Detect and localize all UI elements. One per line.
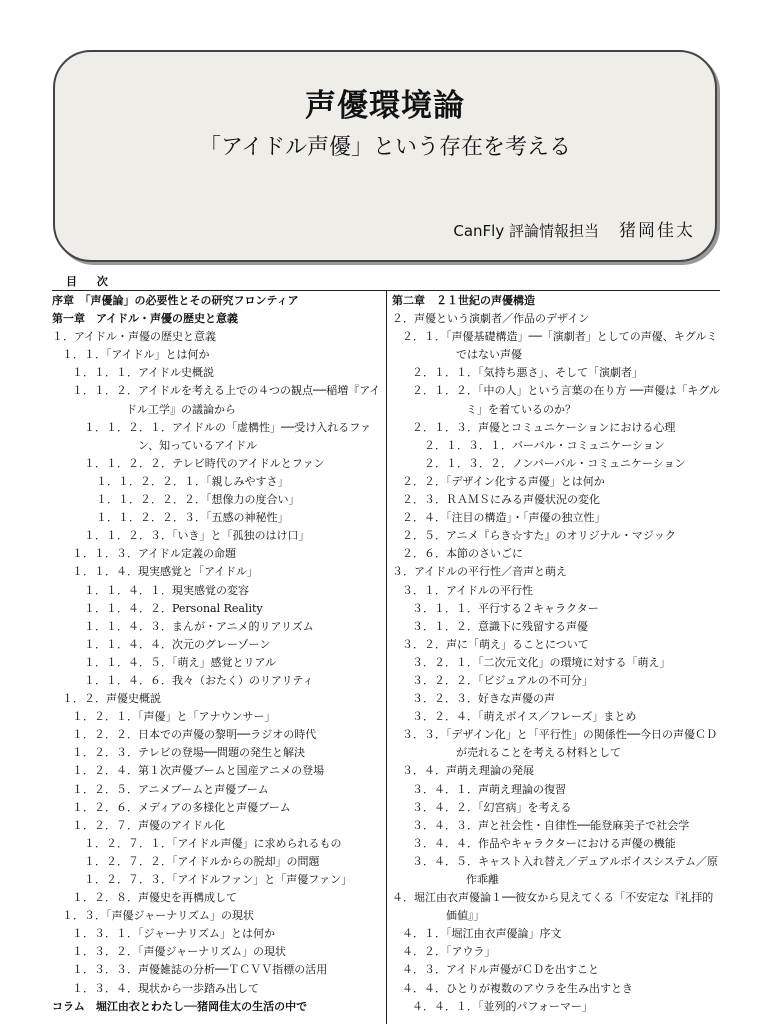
- column-divider: [386, 291, 387, 1024]
- toc-entry: ２．２．「デザイン化する声優」とは何か: [402, 474, 605, 488]
- toc-entry: ４．４．１．「並列的パフォーマー」: [412, 999, 593, 1013]
- toc-entry: １．３．４．現状から一歩踏み出して: [72, 981, 259, 995]
- toc-entry: １．３．「声優ジャーナリズム」の現状: [62, 909, 255, 923]
- toc-entry: ３．１．アイドルの平行性: [402, 583, 534, 597]
- toc-left-column: [52, 292, 384, 1016]
- toc-entry: ３．２．２．「ビジュアルの不可分」: [412, 673, 593, 687]
- toc-entry: １．３．３．声優雑誌の分析──ＴＣＶＶ指標の活用: [72, 963, 328, 977]
- toc-entry: ３．４．２．「幻宮病」を考える: [412, 800, 572, 814]
- toc-entry: ２．１．「声優基礎構造」──「演劇者」としての声優、キグルミではない声優: [402, 330, 718, 362]
- toc-entry: ３．１．２．意識下に残留する声優: [412, 619, 588, 633]
- toc-entry: １．２．２．日本での声優の黎明──ラジオの時代: [72, 728, 317, 742]
- toc-entry: １．２．声優史概説: [62, 692, 161, 706]
- toc-entry: １．１．４．３．まんが・アニメ的リアリズム: [84, 619, 314, 633]
- toc-entry: ３．２．３．好きな声優の声: [412, 692, 555, 706]
- toc-entry: ３．２．４．「萌えボイス／フレーズ」まとめ: [412, 710, 637, 724]
- toc-entry: １．１．１．アイドル史概説: [72, 366, 215, 380]
- toc-entry: １．２．３．テレビの登場──問題の発生と解決: [72, 746, 306, 760]
- document-title: 声優環境論: [305, 88, 465, 124]
- title-box: [53, 50, 717, 262]
- toc-entry: ２．声優という演劇者／作品のデザイン: [392, 312, 590, 326]
- toc-entry: １．２．５．アニメブームと声優ブーム: [72, 782, 269, 796]
- toc-entry: ３．４．５．キャスト入れ替え／デュアルボイスシステム／原作乖離: [412, 854, 719, 886]
- toc-entry: １．１．２．２．３．「五感の神秘性」: [96, 511, 289, 525]
- toc-entry: ２．１．３．１．バーバル・コミュニケーション: [424, 438, 665, 452]
- toc-entry: １．２．７．声優のアイドル化: [72, 818, 226, 832]
- toc-entry: ３．３．「デザイン化」と「平行性」の関係性──今日の声優ＣＤが売れることを考える材料として: [402, 728, 717, 760]
- toc-entry: １．２．７．２．「アイドルからの脱却」の問題: [84, 854, 320, 868]
- toc-entry: ２．１．１．「気持ち悪さ」、そして「演劇者」: [412, 366, 643, 380]
- toc-entry: ２．５．アニメ『らき☆すた』のオリジナル・マジック: [402, 529, 676, 543]
- toc-entry: １．１．３．アイドル定義の命題: [72, 547, 237, 561]
- toc-entry: １．３．１．「ジャーナリズム」とは何か: [72, 927, 276, 941]
- toc-entry: １．１．２．２．２．「想像力の度合い」: [96, 493, 300, 507]
- toc-entry: ２．４．「注目の構造」・「声優の独立性」: [402, 511, 606, 525]
- toc-entry: ４．３．アイドル声優がＣＤを出すこと: [402, 963, 600, 977]
- toc-entry: ３．４．声萌え理論の発展: [402, 764, 534, 778]
- toc-entry: １．１．４．２．Personal Reality: [84, 601, 263, 615]
- toc-entry: ４．４．ひとりが複数のアウラを生み出すとき: [402, 981, 633, 995]
- toc-entry: １．１．４．６．我々（おたく）のリアリティ: [84, 673, 314, 687]
- toc-right-column: [392, 292, 720, 1016]
- toc-entry: ２．１．３．声優とコミュニケーションにおける心理: [412, 420, 676, 434]
- toc-entry: １．１．２．１．アイドルの「虚構性」──受け入れるファン、知っているアイドル: [84, 420, 372, 452]
- toc-entry: ３．４．３．声と社会性・自律性──能登麻美子で社会学: [412, 818, 690, 832]
- toc-entry: １．１．２．２．テレビ時代のアイドルとファン: [84, 456, 325, 470]
- toc-entry: ３．２．声に「萌え」ることについて: [402, 637, 589, 651]
- toc-entry: 第一章 アイドル・声優の歴史と意義: [52, 312, 239, 326]
- author-affiliation: CanFly 評論情報担当: [453, 222, 599, 240]
- toc-entry: 序章 「声優論」の必要性とその研究フロンティア: [52, 294, 299, 307]
- toc-entry: ２．１．３．２．ノンバーバル・コミュニケーション: [424, 456, 686, 470]
- toc-entry: １．１．「アイドル」とは何か: [62, 348, 210, 362]
- toc-entry: 第二章 ２１世紀の声優構造: [392, 294, 535, 307]
- toc-entry: １．１．４．１．現実感覚の変容: [84, 583, 249, 597]
- toc-entry: １．３．２．「声優ジャーナリズム」の現状: [72, 945, 287, 959]
- toc-entry: １．２．８．声優史を再構成して: [72, 891, 237, 905]
- toc-entry: ３．アイドルの平行性／音声と萌え: [392, 565, 568, 579]
- toc-entry: ３．２．１．「二次元文化」の環境に対する「萌え」: [412, 655, 671, 669]
- toc-entry: １．アイドル・声優の歴史と意義: [52, 330, 217, 344]
- author-line: [453, 216, 695, 241]
- document-subtitle: 「アイドル声優」という存在を考える: [198, 135, 572, 160]
- toc-entry: ３．４．１．声萌え理論の復習: [412, 782, 566, 796]
- toc-entry: ４．２．「アウラ」: [402, 945, 496, 959]
- toc-entry: １．２．７．１．「アイドル声優」に求められるもの: [84, 836, 342, 850]
- toc-entry: ４．堀江由衣声優論１──彼女から見えてくる「不安定な『礼拝的価値』」: [392, 891, 714, 923]
- toc-entry: ４．１．「堀江由衣声優論」序文: [402, 927, 562, 941]
- toc-entry: ３．１．１．平行する２キャラクター: [412, 601, 599, 615]
- toc-heading: 目 次: [66, 275, 116, 288]
- toc-entry: １．１．４．５．「萌え」感覚とリアル: [84, 655, 277, 669]
- toc-entry: １．１．２．アイドルを考える上での４つの観点──稲増『アイドル工学』の議論から: [72, 384, 381, 416]
- toc-entry: １．２．１．「声優」と「アナウンサー」: [72, 710, 276, 724]
- toc-entry: ２．６．本節のさいごに: [402, 547, 523, 561]
- toc-entry: １．１．４．現実感覚と「アイドル」: [72, 565, 259, 579]
- toc-entry: ２．３．ＲＡＭＳにみる声優状況の変化: [402, 493, 600, 507]
- toc-entry: ２．１．２．「中の人」という言葉の在り方 ──声優は「キグルミ」を着ているのか？: [412, 384, 720, 416]
- toc-entry: １．２．７．３．「アイドルファン」と「声優ファン」: [84, 873, 353, 886]
- toc-entry: コラム 堀江由衣とわたし──猪岡佳太の生活の中で: [52, 999, 308, 1013]
- author-name: 猪岡佳太: [619, 221, 695, 241]
- toc-entry: ３．４．４．作品やキャラクターにおける声優の機能: [412, 836, 676, 850]
- toc-entry: １．２．６．メディアの多様化と声優ブーム: [72, 800, 291, 814]
- toc-entry: １．１．２．３．「いき」と「孤独のはけ口」: [84, 529, 310, 543]
- toc-entry: １．２．４．第１次声優ブームと国産アニメの登場: [72, 764, 325, 778]
- toc-entry: １．１．２．２．１．「親しみやすさ」: [96, 474, 289, 488]
- toc-entry: １．１．４．４．次元のグレーゾーン: [84, 637, 271, 651]
